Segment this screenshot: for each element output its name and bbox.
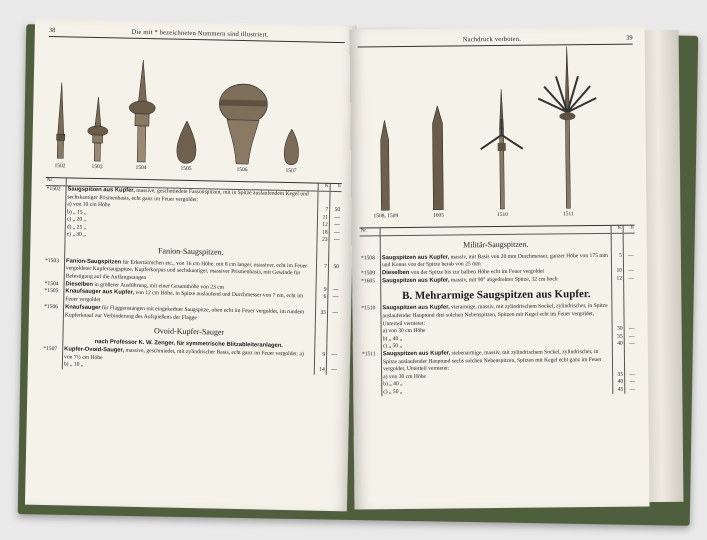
row-size: c) „ 20 „ bbox=[66, 216, 87, 223]
entry-text: massive, geschmiedete Fassonspitzen, mit in Spitze auslaufendem Kegel und sechskantiger Prismenbasis, echt ganz im Feuer vergoldet: bbox=[67, 187, 309, 203]
row-k: 14 bbox=[314, 367, 326, 375]
figure-1511 bbox=[534, 46, 602, 218]
row-k: 35 bbox=[612, 334, 624, 342]
col-h: h bbox=[623, 226, 635, 233]
left-price-table bbox=[42, 178, 342, 375]
row-k: 35 bbox=[613, 372, 625, 380]
entry-k: 12 bbox=[612, 275, 624, 283]
entry-h: 50 bbox=[328, 264, 340, 287]
figure-label: 1508, 1509 bbox=[373, 213, 399, 220]
row-k: 7 bbox=[318, 207, 330, 215]
section-heading: Ovoid-Kupfer-Sauger bbox=[153, 326, 225, 337]
entry-text: für Flaggenstangen mit eingekerbter Saugspitze, oben echt im Feuer vergoldet, im rundem Kupferknauf zur Verhinderung des Aufspießens der Flagge bbox=[64, 304, 305, 321]
col-k: K bbox=[318, 184, 330, 191]
row-h: 50 bbox=[330, 207, 342, 215]
col-k: K bbox=[611, 226, 623, 233]
left-header-text: Die mit * bezeichneten Nummern sind illustriert. bbox=[131, 28, 269, 39]
entry-nr: *1509 bbox=[360, 270, 381, 278]
right-page bbox=[349, 26, 649, 509]
col-h: h bbox=[330, 184, 342, 191]
entry-nr: *1502 bbox=[45, 185, 66, 201]
row-size: c) „ 50 „ bbox=[382, 343, 402, 350]
right-price-table bbox=[360, 226, 637, 397]
row-h: — bbox=[329, 237, 341, 245]
figure-label: 1507 bbox=[285, 167, 297, 175]
left-page bbox=[25, 19, 357, 512]
row-k: 12 bbox=[317, 222, 329, 230]
figure-label: 1506 bbox=[236, 166, 248, 174]
entry-nr: *1508 bbox=[360, 255, 381, 271]
figure-1510 bbox=[476, 89, 527, 219]
figure-1502 bbox=[52, 82, 70, 169]
figure-label: 1504 bbox=[135, 164, 147, 172]
entry-h: — bbox=[328, 294, 340, 310]
entry-title: Knaufsauger bbox=[65, 304, 101, 311]
row-size: a) von 10 cm Höhe bbox=[67, 201, 111, 209]
row-h: — bbox=[624, 341, 636, 349]
figure-label: 1510 bbox=[496, 211, 508, 219]
row-size: a) von 30 cm Höhe bbox=[383, 373, 427, 381]
figure-label: 1505 bbox=[180, 165, 192, 172]
left-page-number: 38 bbox=[48, 26, 56, 35]
entry-title: Dieselben bbox=[382, 269, 410, 277]
entry-title: Dieselben bbox=[65, 280, 94, 288]
entry-text: in größerer Ausführung, mit einer Gesamthöhe von 23 cm bbox=[94, 281, 225, 291]
entry-k: 7 bbox=[316, 263, 328, 286]
entry-nr: *1507 bbox=[42, 346, 63, 362]
row-size: b) „ 15 „ bbox=[67, 209, 87, 216]
row-size: d) „ 25 „ bbox=[66, 224, 87, 231]
entry-k: 9 bbox=[316, 286, 328, 294]
section-heading: B. Mehrarmige Saugspitzen aus Kupfer. bbox=[402, 287, 591, 302]
entry-h: — bbox=[328, 286, 340, 294]
left-figures bbox=[46, 37, 345, 184]
entry-h: — bbox=[326, 352, 338, 368]
entry-title: Saugspitzen aus Kupfer, bbox=[382, 277, 450, 284]
figure-label: 1511 bbox=[563, 211, 574, 218]
entry-h: — bbox=[624, 275, 636, 283]
entry-text: siebenarmige, massiv, mit zylindrischem Sockel, zylindrischer, in Spitze auslaufender Hauptund sechs solchen Nebenspitzen, Spitzen mit Kegel echt ganz im Feuer vergoldet, Unterteil vernietet: bbox=[382, 348, 602, 373]
figure-label: 1502 bbox=[54, 163, 66, 170]
section-heading: Militär-Saugspitzen. bbox=[463, 239, 529, 250]
row-h: — bbox=[329, 222, 341, 230]
figure-1605 bbox=[430, 106, 445, 219]
figure-1507 bbox=[282, 129, 301, 174]
row-size: a) von 30 cm Höhe bbox=[382, 328, 426, 335]
entry-title: Saugspitzen aus Kupfer, bbox=[382, 304, 450, 312]
entry-k: 6 bbox=[316, 294, 328, 310]
entry-k: 35 bbox=[315, 309, 327, 325]
row-size: b) „ 40 „ bbox=[382, 335, 403, 343]
entry-title: Kupfer-Ovoid-Sauger, bbox=[64, 346, 125, 354]
entry-nr: *1605 bbox=[360, 278, 381, 286]
entry-text: massive, geschmiedet, mit zylindrischer Basis, echt ganz im Feuer vergoldet: a) von 7½ cm Höhe bbox=[63, 347, 304, 361]
entry-title: Saugspitzen aus Kupfer, bbox=[67, 186, 135, 194]
row-k: 11 bbox=[317, 214, 329, 222]
figure-1505 bbox=[174, 121, 199, 172]
entry-title: Saugspitzen aus Kupfer, bbox=[382, 350, 451, 358]
entry-1510 bbox=[360, 303, 635, 329]
figure-1508-1509 bbox=[372, 120, 398, 219]
row-size: e) „ 30 „ bbox=[66, 231, 86, 239]
row-h: — bbox=[329, 215, 341, 223]
entry-h: — bbox=[623, 252, 635, 267]
row-h: — bbox=[625, 379, 637, 387]
row-k: 23 bbox=[317, 237, 329, 245]
row-size: b) „ 10 „ bbox=[63, 361, 84, 368]
row-size: b) „ 40 „ bbox=[383, 381, 403, 388]
entry-title: Fanion-Saugspitzen bbox=[65, 258, 122, 266]
entry-k: 9 bbox=[314, 351, 326, 367]
row-h: — bbox=[625, 371, 637, 379]
entry-text: von der Spitze bis zur halben Höhe echt im Feuer vergoldet bbox=[410, 268, 545, 276]
entry-1511 bbox=[361, 348, 636, 374]
entry-nr: *1510 bbox=[360, 306, 381, 329]
row-k: 40 bbox=[613, 379, 625, 387]
entry-nr: *1511 bbox=[361, 351, 382, 374]
right-page-number: 39 bbox=[626, 34, 633, 42]
entry-nr: *1505 bbox=[43, 288, 64, 304]
col-nr: Nr. bbox=[360, 228, 381, 235]
row-k: 18 bbox=[317, 229, 329, 237]
entry-nr: *1504 bbox=[43, 280, 64, 288]
figure-1504 bbox=[126, 60, 158, 172]
figure-label: 1605 bbox=[432, 212, 444, 219]
figure-1506 bbox=[216, 82, 270, 174]
row-h: — bbox=[329, 230, 341, 238]
entry-k: 5 bbox=[611, 252, 623, 267]
entry-h: — bbox=[624, 267, 636, 275]
section-note: nach Professor K. W. Zenger, für symmetrische Blitzableiteranlagen. bbox=[94, 338, 283, 349]
row-h: — bbox=[625, 386, 637, 394]
entry-nr: *1503 bbox=[44, 258, 65, 281]
entry-text: vierarmige, massiv, mit zylindrischem Sockel, zylindrischer, in Spitze auslaufender Hauptund drei solchen Nebenspitzen, Spitzen mit Kegel echt im Feuer vergoldet, Unterteil vernietet: bbox=[382, 303, 608, 327]
entry-title: Knaufsauger aus Kupfer, bbox=[65, 288, 135, 297]
entry-h: — bbox=[327, 310, 339, 326]
row-h: — bbox=[326, 367, 338, 375]
row-h: — bbox=[624, 326, 636, 334]
entry-text: von 12 cm Höhe, in Spitze auslaufend und Durchmesser von 7 cm, echt im Feuer vergoldet bbox=[65, 290, 304, 304]
row-size: c) „ 50 „ bbox=[383, 388, 403, 396]
right-figures bbox=[358, 45, 635, 229]
row-k: 40 bbox=[612, 341, 624, 349]
row-h: — bbox=[624, 333, 636, 341]
entry-title: Saugspitzen aus Kupfer, bbox=[381, 254, 450, 261]
entry-text: massiv, mit 90° abgedrehter Spitze, 32 cm hoch bbox=[450, 276, 558, 284]
figure-label: 1503 bbox=[91, 163, 103, 171]
entry-nr: *1506 bbox=[43, 304, 64, 320]
col-nr: Nr. bbox=[46, 178, 67, 186]
section-heading: Fanion-Saugspitzen. bbox=[157, 246, 224, 257]
entry-text: für Erkertürmchen etc., von 16 cm Höhe, mit 8 cm langer, massiver, echt im Feuer vergoldeter Kupfersaugspitze, Kupferkorpus und sechskantiger, massiver Prismenbasis, mit Gewinde für Befestigung auf die Auffangstangen bbox=[65, 259, 308, 282]
figure-1503 bbox=[84, 97, 112, 171]
row-k: 45 bbox=[613, 387, 625, 395]
entry-k: 10 bbox=[612, 268, 624, 276]
entry-text: massiv, mit Basis von 20 mm Durchmesser, ganzer Höhe von 175 mm und Konus von der Spitze herab von 25 mm bbox=[381, 252, 609, 269]
row-k: 30 bbox=[612, 326, 624, 334]
right-header-text: Nachdruck verboten. bbox=[462, 35, 522, 44]
